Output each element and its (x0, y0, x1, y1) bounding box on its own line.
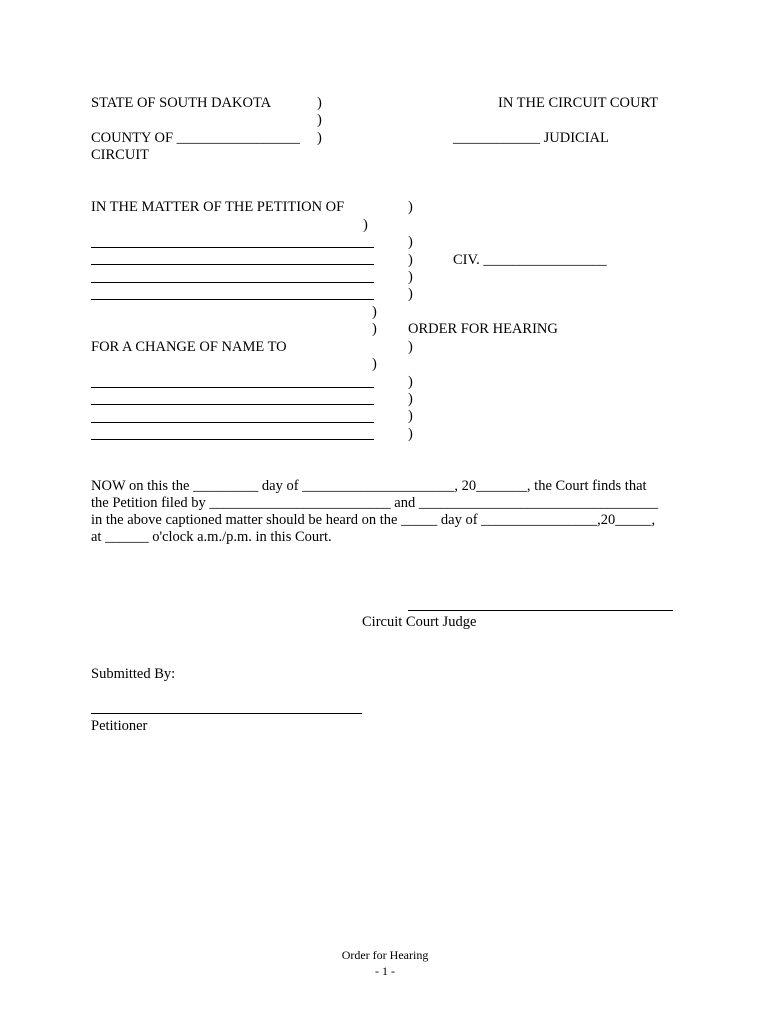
body-line-3[interactable]: in the above captioned matter should be heard on the _____ day of ________________,20_____, (91, 512, 656, 528)
header-paren: ) (317, 95, 322, 111)
caption-paren: ) (408, 234, 413, 250)
body-line-2[interactable]: the Petition filed by _________________________ and _________________________________ (91, 495, 659, 511)
body-line-1[interactable]: NOW on this the _________ day of _____________________, 20_______, the Court finds that (91, 478, 647, 494)
judge-signature-line[interactable] (408, 610, 673, 611)
new-name-line-4[interactable] (91, 439, 374, 440)
caption-paren: ) (363, 217, 368, 233)
petitioner-name-line-4[interactable] (91, 299, 374, 300)
caption-paren: ) (408, 391, 413, 407)
caption-paren: ) (372, 304, 377, 320)
circuit-label: CIRCUIT (91, 147, 149, 163)
petitioner-name-line-1[interactable] (91, 247, 374, 248)
judicial-field[interactable]: ____________ JUDICIAL (453, 130, 609, 146)
matter-label: IN THE MATTER OF THE PETITION OF (91, 199, 345, 215)
caption-paren: ) (408, 426, 413, 442)
page-number: - 1 - (375, 964, 395, 978)
petitioner-name-line-3[interactable] (91, 282, 374, 283)
order-title: ORDER FOR HEARING (408, 321, 558, 337)
new-name-line-1[interactable] (91, 387, 374, 388)
judge-label: Circuit Court Judge (362, 614, 477, 630)
caption-paren: ) (408, 374, 413, 390)
petitioner-label: Petitioner (91, 718, 148, 734)
header-paren: ) (317, 130, 322, 146)
caption-paren: ) (372, 321, 377, 337)
civ-number-field[interactable]: CIV. _________________ (453, 252, 607, 268)
new-name-line-2[interactable] (91, 404, 374, 405)
header-paren: ) (317, 112, 322, 128)
state-label: STATE OF SOUTH DAKOTA (91, 95, 272, 111)
caption-paren: ) (408, 339, 413, 355)
change-of-name-label: FOR A CHANGE OF NAME TO (91, 339, 287, 355)
caption-paren: ) (408, 269, 413, 285)
court-label: IN THE CIRCUIT COURT (498, 95, 659, 111)
petitioner-name-line-2[interactable] (91, 264, 374, 265)
caption-paren: ) (408, 199, 413, 215)
caption-paren: ) (408, 252, 413, 268)
caption-paren: ) (408, 286, 413, 302)
petitioner-signature-line[interactable] (91, 713, 362, 714)
new-name-line-3[interactable] (91, 422, 374, 423)
caption-paren: ) (408, 408, 413, 424)
caption-paren: ) (372, 356, 377, 372)
county-field[interactable]: COUNTY OF _________________ (91, 130, 300, 146)
submitted-by-label: Submitted By: (91, 666, 176, 682)
body-line-4[interactable]: at ______ o'clock a.m./p.m. in this Court. (91, 529, 332, 545)
footer-title: Order for Hearing (341, 948, 429, 962)
